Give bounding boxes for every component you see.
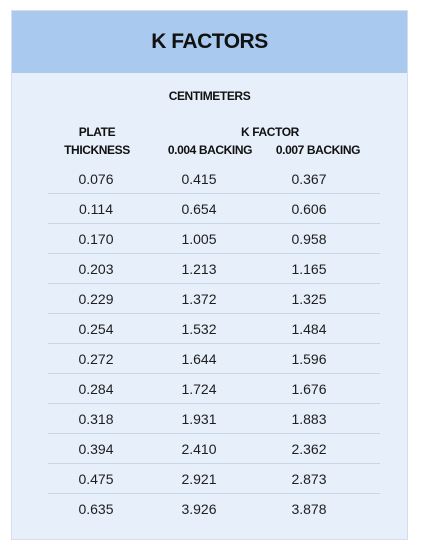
units-subheading: CENTIMETERS [168, 89, 251, 103]
table-row [48, 404, 380, 434]
table-row [48, 464, 380, 494]
backing-004-cell: 1.931 [181, 410, 217, 427]
table-row [48, 284, 380, 314]
table-row [48, 434, 380, 464]
k-factors-table-card [11, 10, 408, 540]
table-title: K FACTORS [151, 30, 268, 53]
backing-007-cell: 2.873 [291, 470, 327, 487]
backing-007-cell: 1.484 [291, 320, 327, 337]
plate-thickness-cell: 0.272 [78, 350, 114, 367]
backing-004-header: 0.004 BACKING [167, 143, 253, 157]
backing-004-cell: 2.410 [181, 440, 217, 457]
table-body [48, 164, 380, 524]
table-row [48, 224, 380, 254]
plate-thickness-header [56, 123, 138, 159]
backing-007-header: 0.007 BACKING [275, 143, 361, 157]
plate-header-line2: THICKNESS [64, 143, 130, 157]
backing-004-cell: 1.005 [181, 230, 217, 247]
backing-004-cell: 1.724 [181, 380, 217, 397]
plate-thickness-cell: 0.394 [78, 440, 114, 457]
backing-004-cell: 0.654 [181, 200, 217, 217]
plate-header-line1: PLATE [78, 125, 116, 139]
table-row [48, 194, 380, 224]
backing-007-cell: 2.362 [291, 440, 327, 457]
backing-007-cell: 1.676 [291, 380, 327, 397]
backing-007-cell: 0.958 [291, 230, 327, 247]
backing-007-cell: 1.325 [291, 290, 327, 307]
backing-007-cell: 1.883 [291, 410, 327, 427]
backing-004-cell: 1.644 [181, 350, 217, 367]
plate-thickness-cell: 0.114 [79, 200, 113, 217]
backing-007-cell: 0.606 [291, 200, 327, 217]
plate-thickness-cell: 0.229 [78, 290, 114, 307]
backing-004-cell: 3.926 [181, 501, 217, 517]
plate-thickness-cell: 0.318 [78, 410, 114, 427]
table-row [48, 374, 380, 404]
table-row [48, 344, 380, 374]
backing-007-cell: 3.878 [291, 501, 327, 517]
backing-007-cell: 1.596 [291, 350, 327, 367]
table-row [48, 254, 380, 284]
backing-007-cell: 0.367 [291, 170, 327, 187]
plate-thickness-cell: 0.254 [78, 320, 114, 337]
plate-thickness-cell: 0.284 [78, 380, 114, 397]
backing-004-cell: 2.921 [181, 470, 217, 487]
title-bar [12, 11, 407, 73]
backing-004-cell: 0.415 [181, 170, 217, 187]
backing-007-cell: 1.165 [291, 260, 327, 277]
backing-004-cell: 1.532 [181, 320, 217, 337]
plate-thickness-cell: 0.635 [78, 501, 114, 517]
backing-004-cell: 1.213 [181, 260, 217, 277]
k-factor-header: K FACTOR [241, 125, 299, 139]
backing-004-cell: 1.372 [181, 290, 217, 307]
table-row [48, 494, 380, 524]
plate-thickness-cell: 0.475 [78, 470, 114, 487]
plate-thickness-cell: 0.076 [78, 170, 114, 187]
table-row [48, 164, 380, 194]
plate-thickness-cell: 0.170 [78, 230, 114, 247]
table-row [48, 314, 380, 344]
plate-thickness-cell: 0.203 [78, 260, 114, 277]
